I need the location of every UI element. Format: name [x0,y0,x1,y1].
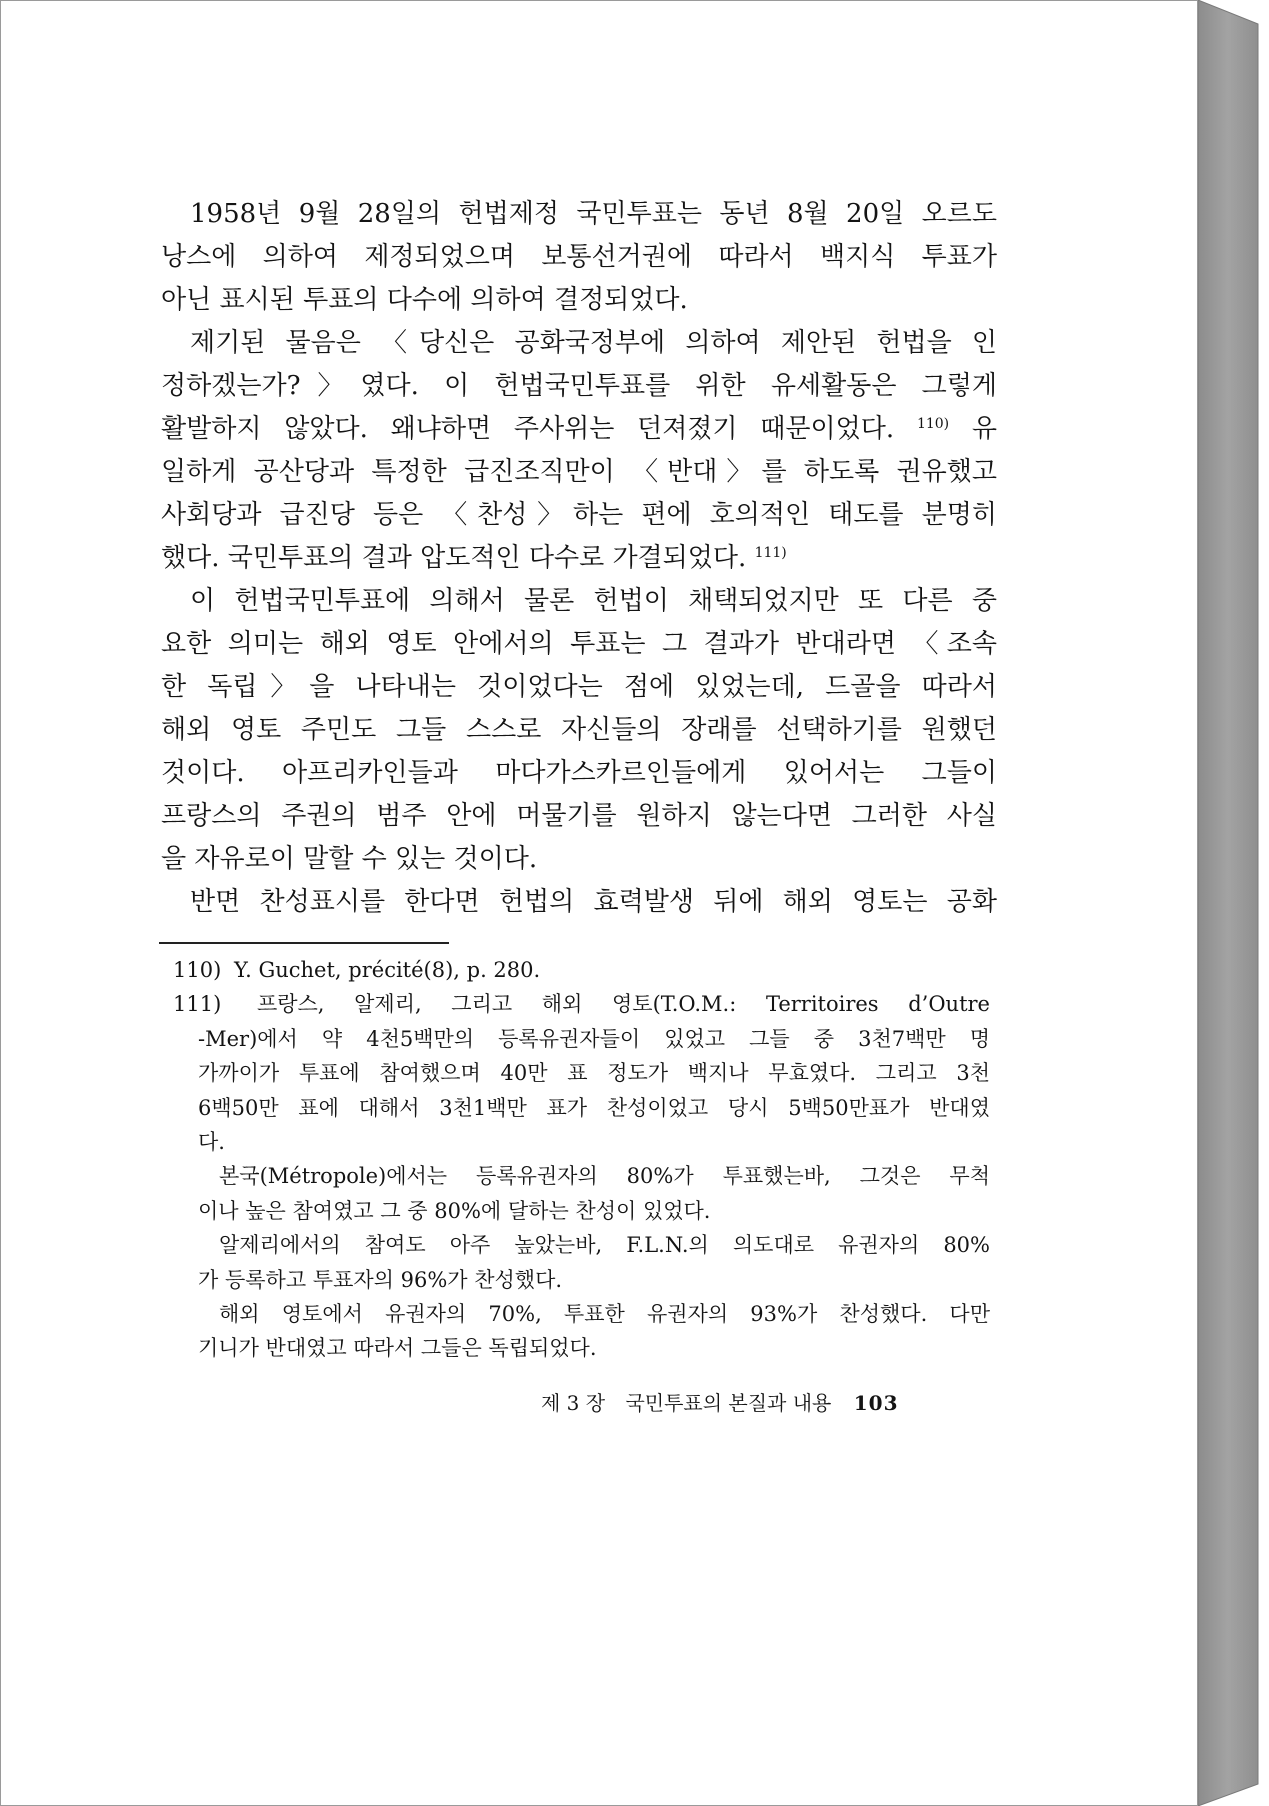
body-line: 한 독립〉을 나타내는 것이었다는 점에 있었는데, 드골을 따라서 [161,672,997,702]
body-line-tail: 유 [971,414,998,444]
body-text [161,193,997,924]
body-line-text: 했다. 국민투표의 결과 압도적인 다수로 가결되었다. [161,543,747,573]
body-line: 해외 영토 주민도 그들 스스로 자신들의 장래를 선택하기를 원했던 [161,715,997,745]
footnote-text: 프랑스, 알제리, 그리고 해외 영토(T.O.M.: Territoires d’Outre [256,992,990,1017]
body-line: 사회당과 급진당 등은 〈찬성〉하는 편에 호의적인 태도를 분명히 [161,500,997,530]
footnote-line: 이나 높은 참여였고 그 중 80%에 달하는 찬성이 있었다. [198,1198,711,1223]
body-line: 이 헌법국민투표에 의해서 물론 헌법이 채택되었지만 또 다른 중 [190,586,997,616]
footnote-number: 111) [173,992,222,1017]
body-line: 제기된 물음은 〈당신은 공화국정부에 의하여 제안된 헌법을 인 [190,328,997,358]
footnote-line: 기니가 반대였고 따라서 그들은 독립되었다. [198,1336,597,1361]
body-line: 아닌 표시된 투표의 다수에 의하여 결정되었다. [161,285,688,315]
footnote-110 [173,953,990,987]
footnote-line: -Mer)에서 약 4천5백만의 등록유권자들이 있었고 그들 중 3천7백만 명 [198,1026,990,1051]
body-line: 일하게 공산당과 특정한 급진조직만이 〈반대〉를 하도록 권유했고 [161,457,997,487]
body-line: 반면 찬성표시를 한다면 헌법의 효력발생 뒤에 해외 영토는 공화 [190,887,997,917]
body-line: 정하겠는가?〉였다. 이 헌법국민투표를 위한 유세활동은 그렇게 [161,371,997,401]
body-line-with-footnote-ref [161,408,997,451]
footnote-line: 다. [198,1129,225,1154]
body-line: 을 자유로이 말할 수 있는 것이다. [161,844,538,874]
footnote-line: 가까이가 투표에 참여했으며 40만 표 정도가 백지나 무효였다. 그리고 3천 [198,1061,990,1086]
body-line-with-footnote-ref [161,537,997,580]
footnote-line: 가 등록하고 투표자의 96%가 찬성했다. [198,1267,563,1292]
running-footer [541,1388,971,1418]
body-line: 1958년 9월 28일의 헌법제정 국민투표는 동년 8월 20일 오르도 [190,199,997,229]
footnote-line: 알제리에서의 참여도 아주 높았는바, F.L.N.의 의도대로 유권자의 80% [219,1233,990,1258]
footnote-111 [173,987,990,1021]
footnote-separator-rule [159,942,449,944]
footnotes [173,953,990,1366]
chapter-title: 국민투표의 본질과 내용 [625,1391,832,1415]
footnote-number: 110) [173,958,222,982]
body-line: 낭스에 의하여 제정되었으며 보통선거권에 따라서 백지식 투표가 [161,242,997,272]
footnote-reference-111: 111) [754,545,787,561]
body-line: 요한 의미는 해외 영토 안에서의 투표는 그 결과가 반대라면 〈조속 [161,629,997,659]
footnote-line: 해외 영토에서 유권자의 70%, 투표한 유권자의 93%가 찬성했다. 다만 [219,1301,990,1326]
footnote-reference-110: 110) [916,416,950,432]
body-line: 것이다. 아프리카인들과 마다가스카르인들에게 있어서는 그들이 [161,758,997,788]
footnote-text: Y. Guchet, précité(8), p. 280. [233,958,541,982]
footnote-line: 본국(Métropole)에서는 등록유권자의 80%가 투표했는바, 그것은 무척 [219,1164,990,1189]
body-line-text: 활발하지 않았다. 왜냐하면 주사위는 던져졌기 때문이었다. [161,414,895,444]
chapter-label: 제 3 장 [541,1391,606,1415]
page-number: 103 [853,1391,899,1415]
footnote-line: 6백50만 표에 대해서 3천1백만 표가 찬성이었고 당시 5백50만표가 반대였 [198,1095,990,1120]
body-line: 프랑스의 주권의 범주 안에 머물기를 원하지 않는다면 그러한 사실 [161,801,997,831]
